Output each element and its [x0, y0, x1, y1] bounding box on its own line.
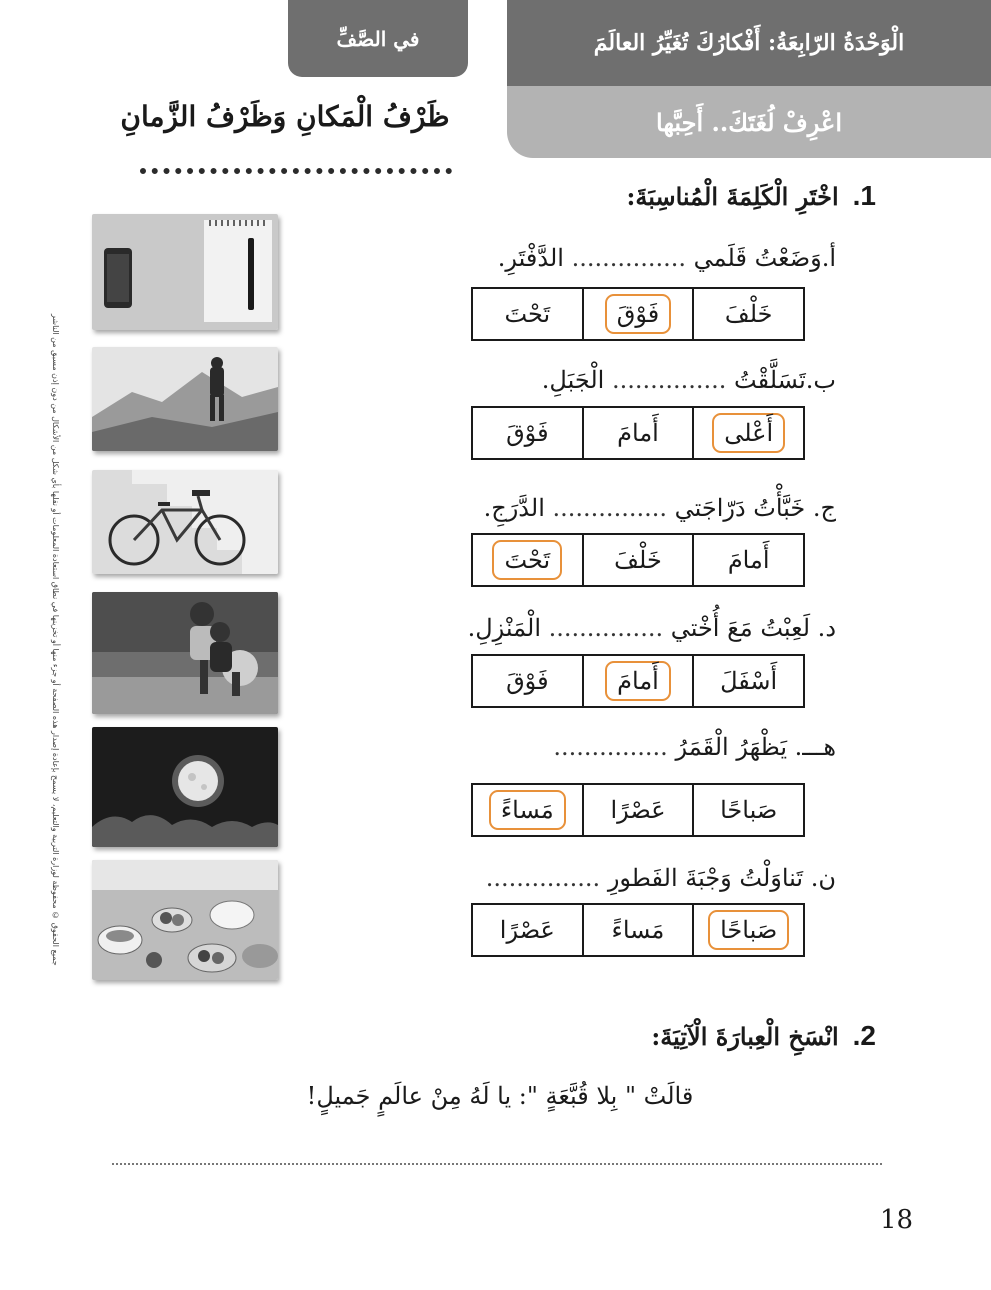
- choice-option-selected[interactable]: [473, 535, 582, 585]
- question-1-item-sentence: [542, 366, 836, 394]
- choice-option[interactable]: [582, 905, 693, 955]
- sentence-end: الْجَبَلِ.: [541, 366, 605, 394]
- sentence-end: الدَّرَجِ.: [483, 494, 545, 522]
- class-tab: [288, 0, 468, 77]
- copyright-note: جميع الحقوق © محفوظة لوزارة التربية والتعليم، لا يسمح بإعادة إصدار هذه الصفحة أو جزء منها أو تخزينها في نطاق استعادة المعلومات أو نقلها بأي شكل من الأشكال من دون إذن مسبق من الناشر: [51, 314, 60, 966]
- choice-label: أَمامَ: [727, 546, 770, 574]
- choice-option[interactable]: [692, 535, 803, 585]
- choice-label: تَحْتَ: [504, 300, 551, 328]
- answer-blank[interactable]: ...............: [485, 864, 601, 892]
- answer-blank[interactable]: ...............: [571, 244, 687, 272]
- choice-box-row: [471, 287, 805, 341]
- sentence-start: ج. خَبَّأْتُ دَرّاجَتي: [674, 494, 836, 522]
- question-2-number: 2.: [852, 1020, 876, 1051]
- choice-option-selected[interactable]: [692, 905, 803, 955]
- choice-option-selected[interactable]: [473, 785, 582, 835]
- choice-box-row: [471, 654, 805, 708]
- choice-label: فَوْقَ: [506, 419, 549, 447]
- choice-label: مَساءً: [611, 916, 665, 944]
- lesson-title: ظَرْفُ الْمَكانِ وَظَرْفُ الزَّمانِ: [120, 100, 450, 133]
- class-tab-label: في الصَّفِّ: [336, 26, 420, 51]
- sentence-start: ب.تَسَلَّقْتُ: [734, 366, 836, 394]
- sentence-start: ن. تَناوَلْتُ وَجْبَةَ الفَطورِ: [607, 864, 836, 892]
- image-breakfast: [92, 860, 278, 980]
- unit-title: الْوَحْدَةُ الرّابِعَةُ: أَفْكارُكَ تُغَيِّرُ العالَمَ: [593, 30, 905, 56]
- choice-option[interactable]: [582, 785, 693, 835]
- answer-blank[interactable]: ...............: [611, 366, 727, 394]
- choice-label: أَسْفَلَ: [720, 667, 778, 695]
- choice-label: عَصْرًا: [499, 916, 555, 944]
- image-mountain-climber: [92, 347, 278, 451]
- image-full-moon: [92, 727, 278, 847]
- choice-option[interactable]: [473, 408, 582, 458]
- choice-label: فَوْقَ: [506, 667, 549, 695]
- choice-label: عَصْرًا: [610, 796, 666, 824]
- unit-title-bar: [507, 0, 991, 86]
- question-1-item-sentence: [486, 864, 836, 892]
- answer-blank[interactable]: ...............: [553, 733, 668, 761]
- sentence-end: الدَّفْتَرِ.: [497, 244, 564, 272]
- choice-option[interactable]: [473, 656, 582, 706]
- choice-label: فَوْقَ: [605, 294, 672, 334]
- choice-label: مَساءً: [489, 790, 566, 830]
- choice-box-row: [471, 903, 805, 957]
- choice-box-row: [471, 783, 805, 837]
- sentence-start: د. لَعِبْتُ مَعَ أُخْتي: [670, 614, 836, 642]
- choice-label: تَحْتَ: [492, 540, 562, 580]
- answer-blank[interactable]: ...............: [552, 494, 667, 522]
- sentence-start: أ.وَضَعْتُ قَلَمي: [693, 244, 836, 272]
- image-bicycle-stairs: [92, 470, 278, 574]
- choice-option-selected[interactable]: [692, 408, 803, 458]
- choice-option[interactable]: [473, 905, 582, 955]
- choice-label: صَباحًا: [708, 910, 789, 950]
- choice-label: خَلْفَ: [724, 300, 773, 328]
- choice-option[interactable]: [582, 408, 693, 458]
- copy-sentence: قالَتْ " بِلا قُبَّعَةٍ ": يا لَهُ مِنْ عالَمٍ جَميلٍ!: [306, 1082, 694, 1110]
- question-1-item-sentence: [484, 494, 836, 522]
- answer-blank[interactable]: ...............: [548, 614, 664, 642]
- choice-option[interactable]: [692, 289, 803, 339]
- choice-box-row: [471, 533, 805, 587]
- unit-subtitle-bar: [507, 86, 991, 158]
- image-phone-notebook: [92, 214, 278, 330]
- choice-option[interactable]: [473, 289, 582, 339]
- page-number: 18: [880, 1205, 914, 1235]
- choice-option[interactable]: [582, 535, 693, 585]
- choice-option-selected[interactable]: [582, 656, 693, 706]
- question-1-title: اخْتَرِ الْكَلِمَةَ الْمُناسِبَةَ:: [626, 181, 839, 211]
- title-divider: [140, 168, 452, 174]
- choice-option[interactable]: [692, 656, 803, 706]
- question-1-item-sentence: [468, 614, 836, 642]
- question-1-heading: [627, 180, 876, 212]
- choice-box-row: [471, 406, 805, 460]
- choice-option[interactable]: [692, 785, 803, 835]
- sentence-end: الْمَنْزِلِ.: [467, 614, 541, 642]
- unit-subtitle: اعْرِفْ لُغَتَكَ.. أَحِبَّها: [656, 107, 843, 137]
- choice-option-selected[interactable]: [582, 289, 693, 339]
- choice-label: خَلْفَ: [614, 546, 662, 574]
- choice-label: صَباحًا: [720, 796, 778, 824]
- question-2-heading: [651, 1020, 876, 1052]
- question-2-title: انْسَخِ الْعِبارَةَ الْآتِيَةَ:: [651, 1021, 839, 1051]
- question-1-item-sentence: [553, 733, 836, 761]
- copy-answer-line[interactable]: [112, 1163, 882, 1165]
- choice-label: أَمامَ: [617, 419, 659, 447]
- image-children-playing: [92, 592, 278, 714]
- choice-label: أَمامَ: [605, 661, 671, 701]
- question-1-number: 1.: [852, 180, 876, 211]
- question-1-item-sentence: [498, 244, 836, 272]
- sentence-start: هـــ. يَظْهَرُ الْقَمَرُ: [675, 733, 836, 761]
- choice-label: أَعْلى: [712, 413, 785, 453]
